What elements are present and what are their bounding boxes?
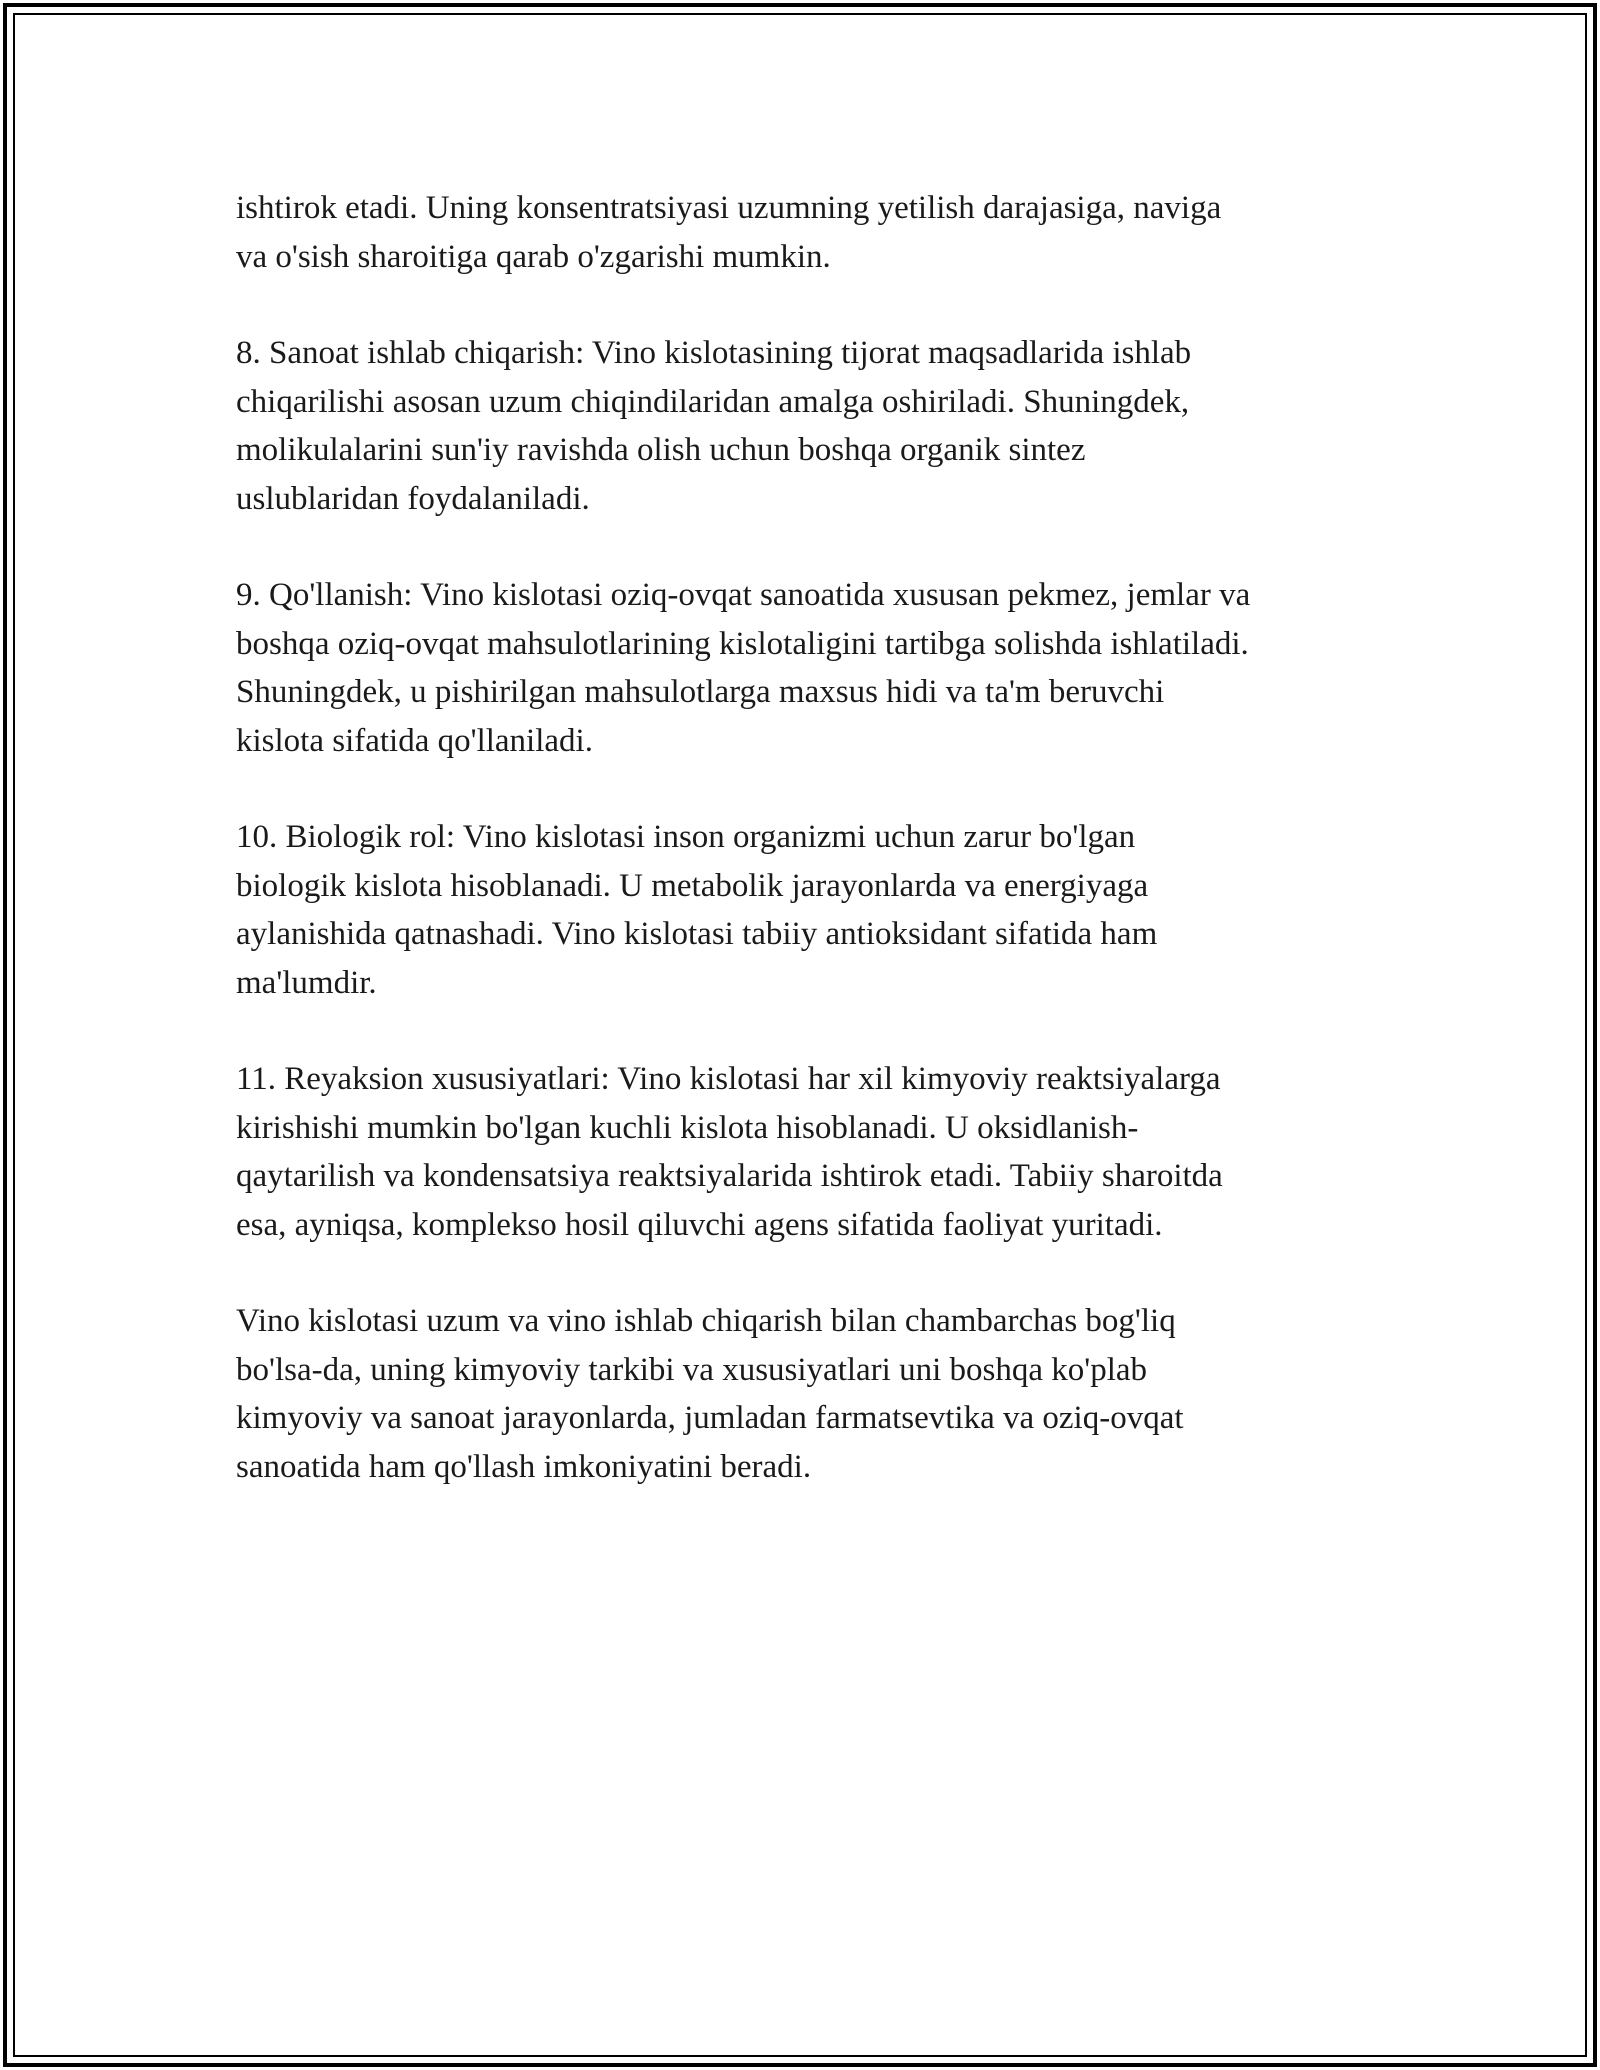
paragraph-reaction-properties: 11. Reyaksion xususiyatlari: Vino kislotasi har xil kimyoviy reaktsiyalarga kirishishi mumkin bo'lgan kuchli kislota hisoblanadi. U oksidlanish- qaytarilish va kondensatsiya reaktsiyalarida ishtirok etadi. Tabiiy sharoitda esa, ayniqsa, komplekso hosil qiluvchi agens sifatida faoliyat yuritadi. <box>236 1061 1223 1243</box>
paragraph-applications: 9. Qo'llanish: Vino kislotasi oziq-ovqat sanoatida xususan pekmez, jemlar va boshqa oziq-ovqat mahsulotlarining kislotaligini tartibga solishda ishlatiladi. Shuningdek, u pishirilgan mahsulotlarga maxsus hidi va ta'm beruvchi kislota sifatida qo'llaniladi. <box>236 577 1251 759</box>
paragraph-industrial-production: 8. Sanoat ishlab chiqarish: Vino kislotasining tijorat maqsadlarida ishlab chiqarilishi asosan uzum chiqindilaridan amalga oshiriladi. Shuningdek, molikulalarini sun'iy ravishda olish uchun boshqa organik sintez uslublaridan foydalaniladi. <box>236 335 1192 517</box>
paragraph-continuation: ishtirok etadi. Uning konsentratsiyasi uzumning yetilish darajasiga, naviga va o'sish sharoitiga qarab o'zgarishi mumkin. <box>236 190 1222 275</box>
paragraph-conclusion: Vino kislotasi uzum va vino ishlab chiqarish bilan chambarchas bog'liq bo'lsa-da, uning kimyoviy tarkibi va xususiyatlari uni boshqa ko'plab kimyoviy va sanoat jarayonlarda, jumladan farmatsevtika va oziq-ovqat sanoatida ham qo'llash imkoniyatini beradi. <box>236 1303 1184 1485</box>
document-body <box>236 184 1376 1539</box>
paragraph-biological-role: 10. Biologik rol: Vino kislotasi inson organizmi uchun zarur bo'lgan biologik kislota hisoblanadi. U metabolik jarayonlarda va energiyaga aylanishida qatnashadi. Vino kislotasi tabiiy antioksidant sifatida ham ma'lumdir. <box>236 819 1158 1001</box>
